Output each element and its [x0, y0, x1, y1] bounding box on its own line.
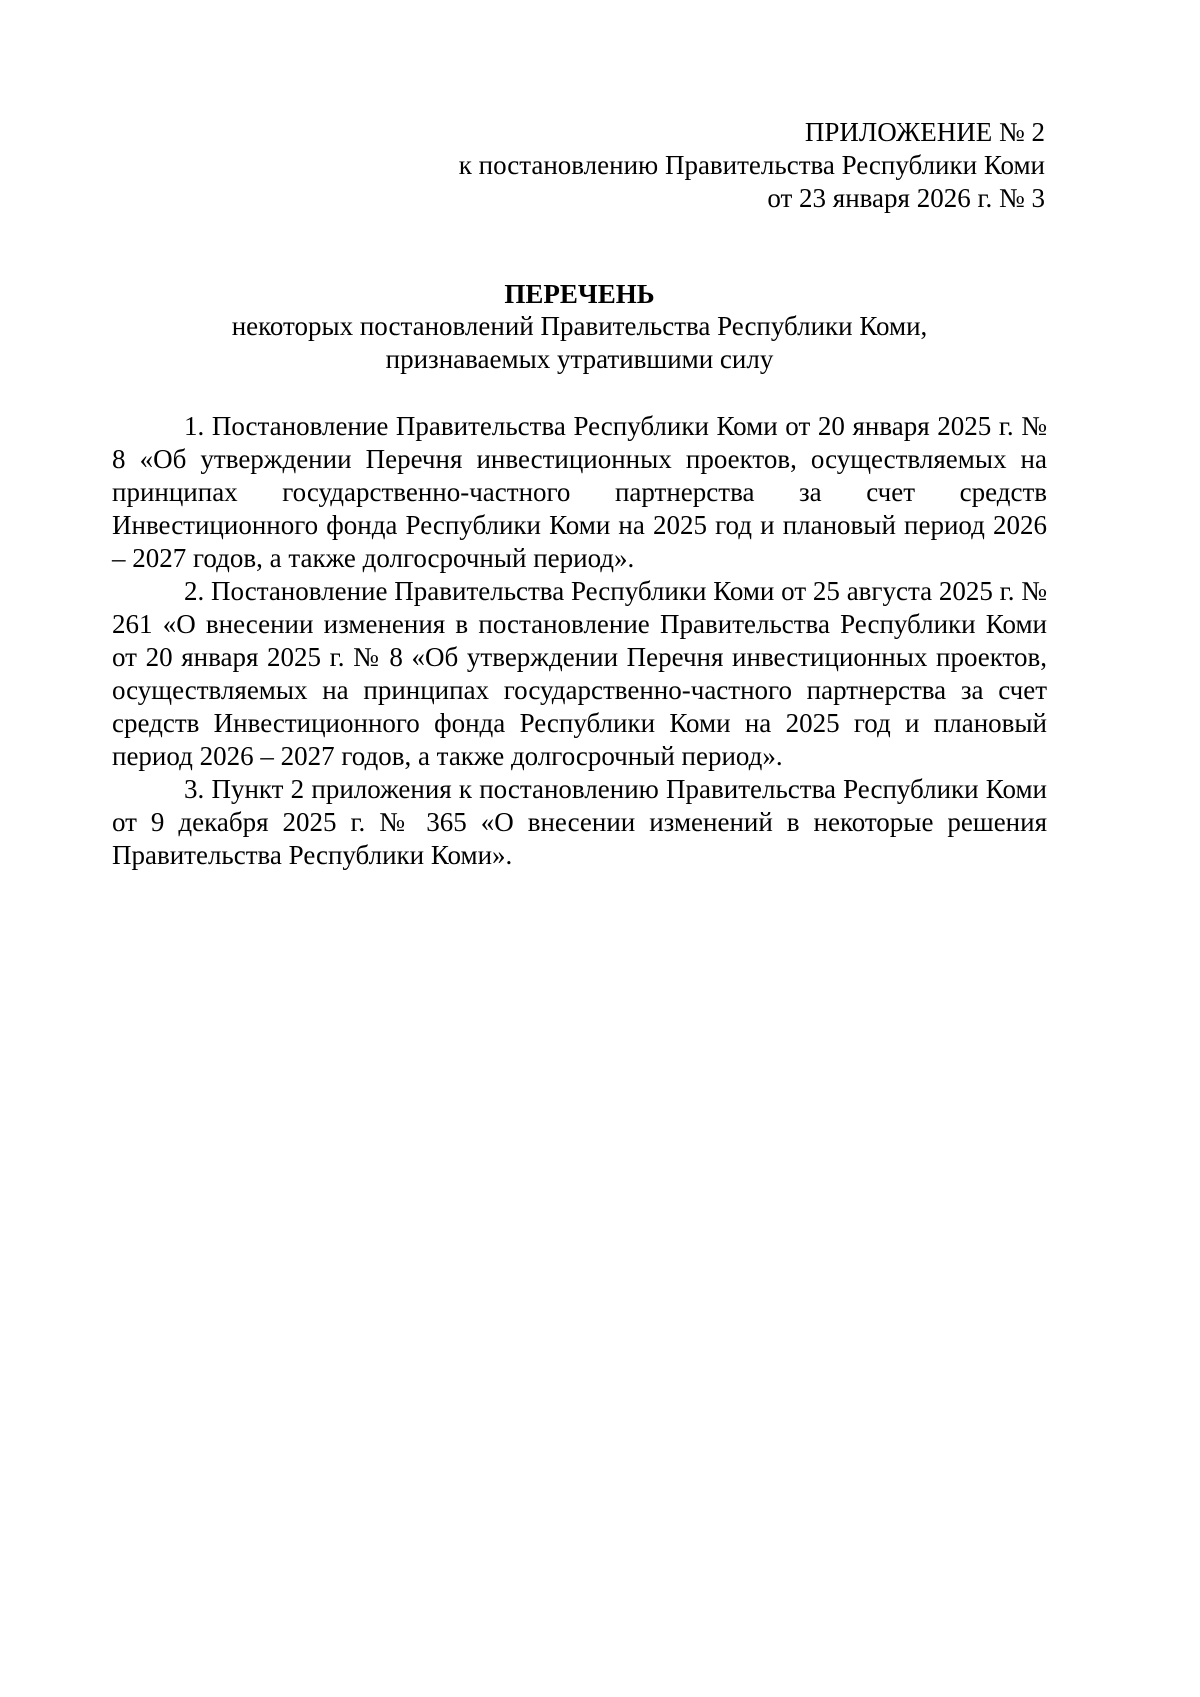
- title-block: [112, 278, 1047, 376]
- appendix-resolution-reference: к постановлению Правительства Республики Коми: [458, 150, 1045, 180]
- document-title: ПЕРЕЧЕНЬ: [504, 279, 655, 309]
- list-item-3: 3. Пункт 2 приложения к постановлению Правительства Республики Коми от 9 декабря 2025 г. № 365 «О внесении изменений в некоторые решения Правительства Республики Коми».: [112, 774, 1047, 870]
- appendix-number: ПРИЛОЖЕНИЕ № 2: [804, 117, 1045, 147]
- document-subtitle-line-2: признаваемых утратившими силу: [385, 344, 774, 374]
- items-list: [112, 410, 1047, 872]
- appendix-date-number: от 23 января 2026 г. № 3: [767, 183, 1045, 213]
- list-item-1: 1. Постановление Правительства Республики Коми от 20 января 2025 г. № 8 «Об утверждении Перечня инвестиционных проектов, осуществляемых на принципах государственно-частного партнерства за счет средств Инвестиционного фонда Республики Коми на 2025 год и плановый период 2026 – 2027 годов, а также долгосрочный период».: [112, 411, 1047, 573]
- document-subtitle-line-1: некоторых постановлений Правительства Республики Коми,: [231, 311, 928, 341]
- list-item-2: 2. Постановление Правительства Республики Коми от 25 августа 2025 г. № 261 «О внесении изменения в постановление Правительства Республики Коми от 20 января 2025 г. № 8 «Об утверждении Перечня инвестиционных проектов, осуществляемых на принципах государственно-частного партнерства за счет средств Инвестиционного фонда Республики Коми на 2025 год и плановый период 2026 – 2027 годов, а также долгосрочный период».: [112, 576, 1047, 771]
- appendix-header: [459, 116, 1045, 215]
